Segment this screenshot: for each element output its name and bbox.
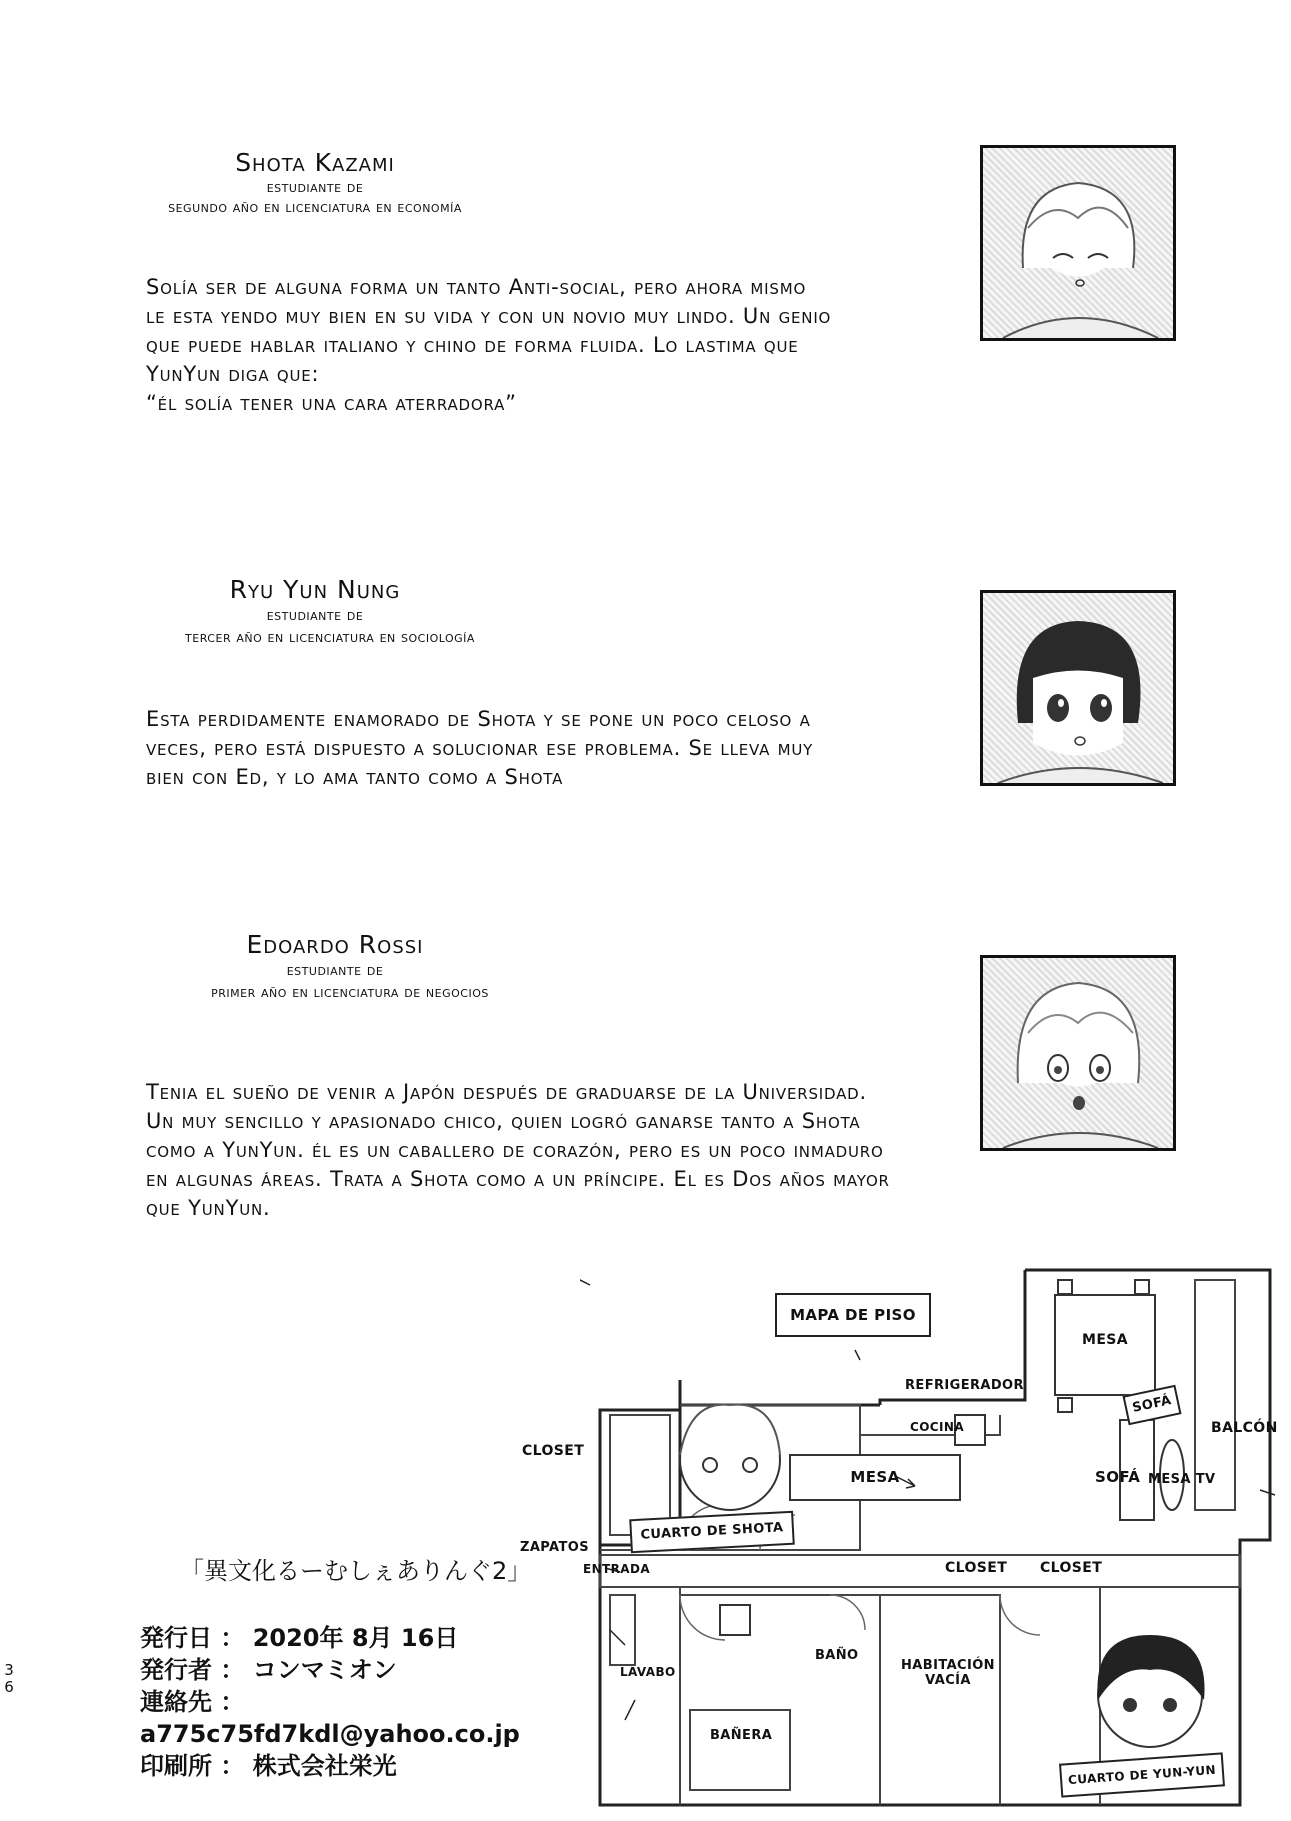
colophon-line-printer: 印刷所 ： 株式会社栄光 [140,1752,397,1780]
character-role-shota: estudiante de [266,178,364,196]
colophon-line-contact: 連絡先 ： a775c75fd7kdl@yahoo.co.jp [140,1688,520,1748]
portrait-ryu [980,590,1176,786]
map-label-closet-left: CLOSET [522,1443,585,1459]
bio-line: YunYun diga que: [146,362,320,386]
character-bio-ryu [146,705,866,792]
character-bio-edoardo [146,1078,946,1223]
colophon-title: 「異文化るーむしぇありんぐ2」 [180,1557,532,1585]
bio-line: que puede hablar italiano y chino de forma fluida. Lo lastima que [146,333,799,357]
map-label-mesa-top: MESA [1081,1332,1128,1348]
bio-line: le esta yendo muy bien en su vida y con un novio muy lindo. Un genio [146,304,832,328]
map-label-cocina: COCINA [910,1420,965,1434]
character-role-ryu: estudiante de [266,606,364,624]
page-number-digit: 3 [4,1661,14,1679]
floor-map-yun-head [1097,1635,1204,1747]
portrait-ryu-drawing [983,593,1173,783]
page-number [3,1662,15,1696]
bio-line: Esta perdidamente enamorado de Shota y se pone un poco celoso a [146,707,811,731]
map-label-sofa-top: SOFÁ [1122,1385,1181,1426]
map-label-cuarto-yun: CUARTO DE YUN-YUN [1059,1752,1225,1797]
portrait-edoardo [980,955,1176,1151]
bio-line: bien con Ed, y lo ama tanto como a Shota [146,765,564,789]
character-program-ryu: tercer año en licenciatura en sociología [185,628,475,646]
character-role-edoardo: estudiante de [286,961,384,979]
map-label-refrigerador: REFRIGERADOR [905,1378,1024,1393]
portrait-shota-drawing [983,148,1173,338]
map-label-lavabo: LAVABO [620,1665,676,1679]
map-label-balcon: BALCÓN [1211,1420,1278,1436]
map-label-closet-right: CLOSET [1040,1560,1103,1576]
map-label-sofa: SOFÁ [1095,1468,1141,1486]
map-label-mesa-mid: MESA [850,1468,900,1486]
bio-line: Solía ser de alguna forma un tanto Anti-social, pero ahora mismo [146,275,807,299]
character-name-ryu: Ryu Yun Nung [229,575,401,604]
map-label-mesa-tv: MESA TV [1148,1472,1216,1487]
colophon-line-publisher: 発行者 ： コンマミオン [140,1656,397,1684]
page-number-digit: 6 [4,1678,14,1696]
floor-map-title: MAPA DE PISO [775,1293,931,1337]
bio-line: Tenia el sueño de venir a Japón después de graduarse de la Universidad. [146,1080,867,1104]
floor-map [520,1250,1280,1810]
bio-line: como a YunYun. él es un caballero de corazón, pero es un poco inmaduro [146,1138,884,1162]
portrait-shota [980,145,1176,341]
floor-map-shota-head [680,1405,780,1510]
map-label-habitacion [898,1658,998,1688]
map-label-cuarto-shota: CUARTO DE SHOTA [629,1511,795,1554]
bio-line: en algunas áreas. Trata a Shota como a un príncipe. El es Dos años mayor [146,1167,890,1191]
map-label-bano: BAÑO [815,1648,859,1663]
character-bio-shota [146,273,866,418]
map-label-habitacion-line: HABITACIÓN [901,1658,995,1673]
bio-line: “él solía tener una cara aterradora” [146,391,517,415]
colophon-line-date: 発行日 ： 2020年 8月 16日 [140,1624,459,1652]
map-label-zapatos: ZAPATOS [520,1540,589,1555]
map-label-banera: BAÑERA [710,1728,773,1743]
character-name-edoardo: Edoardo Rossi [246,930,424,959]
portrait-edoardo-drawing [983,958,1173,1148]
map-label-closet-mid: CLOSET [945,1560,1008,1576]
map-label-entrada: ENTRADA [583,1562,651,1576]
map-label-vacia-line: VACÍA [925,1673,971,1688]
character-name-shota: Shota Kazami [235,148,395,177]
colophon-details [140,1622,610,1782]
bio-line: Un muy sencillo y apasionado chico, quien logró ganarse tanto a Shota [146,1109,861,1133]
bio-line: veces, pero está dispuesto a solucionar ese problema. Se lleva muy [146,736,814,760]
character-program-edoardo: primer año en licenciatura de negocios [211,983,489,1001]
character-program-shota: segundo año en licenciatura en economía [168,198,462,216]
bio-line: que YunYun. [146,1196,271,1220]
